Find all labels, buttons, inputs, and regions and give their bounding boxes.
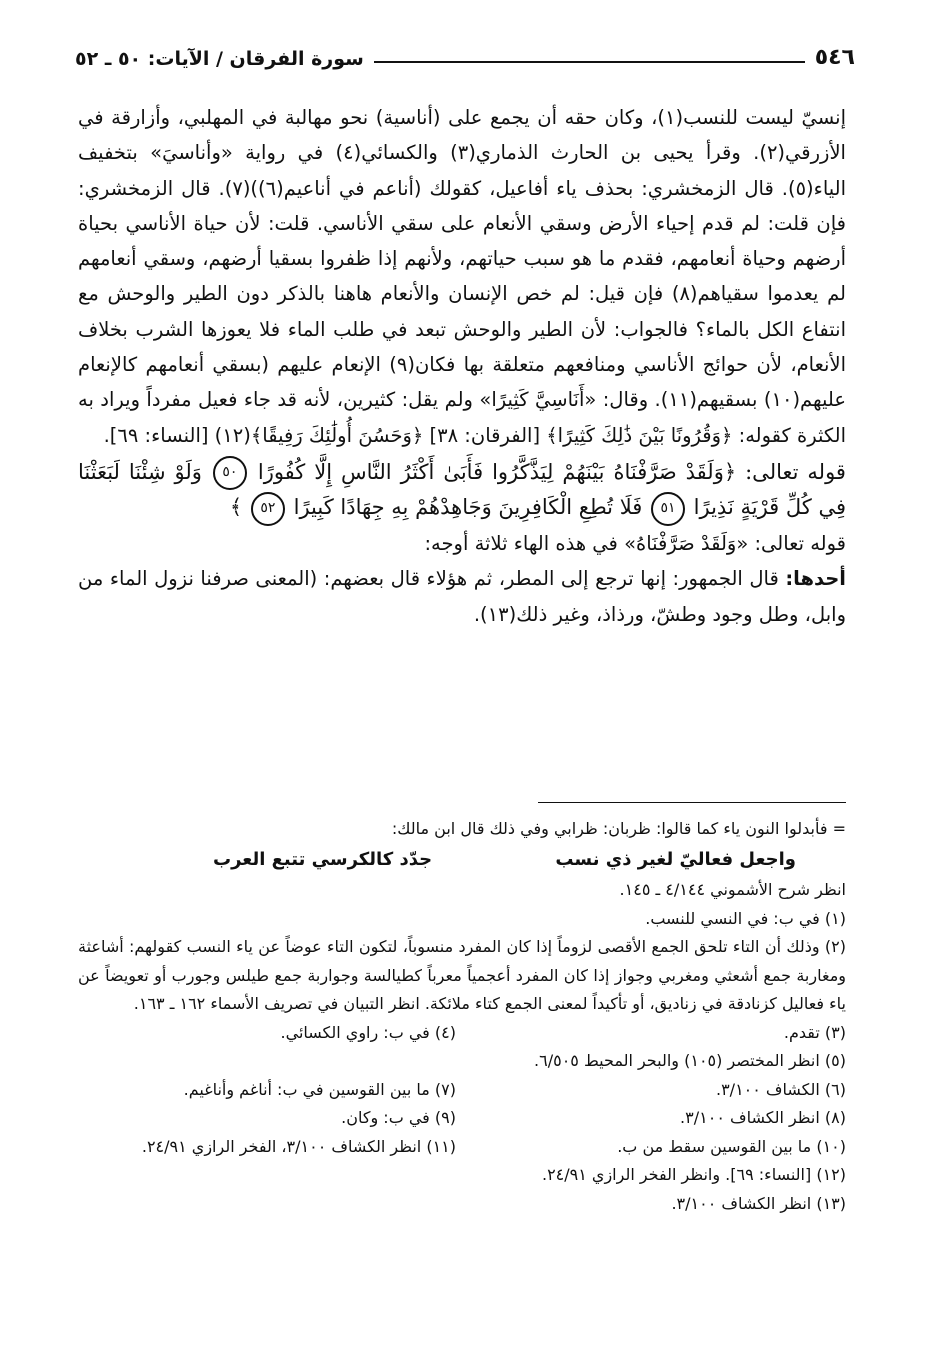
footnote-5: (٥) انظر المختصر (١٠٥) والبحر المحيط ٦/٥٠٥.	[534, 1051, 846, 1070]
footnote-7: (٧) ما بين القوسين في ب: أناغم وأناغيم.	[183, 1079, 456, 1099]
footnote-2: (٢) وذلك أن التاء تلحق الجمع الأقصى لزوماً إذا كان المفرد منسوباً، لتكون التاء عوضاً عن ياء النسب كقولهم: أشاعثة ومغاربة جمع أشعثي ومغربي وجواز إذا كان المفرد أعجمياً معرباً كطيالسة وجواربة جمع طيلس وجورب أو تعويضاً عن ياء فعاليل كزنادقة في زناديق، أو تأكيداً لمعنى الجمع كتاء ملائكة. انظر التبيان في تصريف الأسماء ١٦٢ ـ ١٦٣.	[78, 937, 846, 1013]
footnote-9: (٩) في ب: وكان.	[341, 1108, 456, 1127]
footnote-row-3-4	[78, 1019, 846, 1048]
quran-close-bracket: ﴾	[229, 495, 243, 520]
quran-passage	[78, 455, 846, 526]
footnote-1: (١) في ب: في النسي للنسب.	[645, 908, 846, 928]
footnote-row-6-7	[78, 1076, 846, 1105]
footnote-3: (٣) تقدم.	[783, 1022, 846, 1042]
quran-verse-52: فَلَا تُطِعِ الْكَافِرِينَ وَجَاهِدْهُمْ بِهِ جِهَادًا كَبِيرًا	[293, 495, 643, 520]
header-title: سورة الفرقان / الآيات: ٥٠ ـ ٥٢	[75, 48, 364, 70]
footnote-11: (١١) انظر الكشاف ٣/١٠٠، الفخر الرازي ٢٤/٩١.	[141, 1136, 456, 1156]
page-number: ٥٤٦	[814, 45, 855, 70]
footnote-13: (١٣) انظر الكشاف ٣/١٠٠.	[671, 1193, 846, 1213]
footnote-separator	[538, 802, 846, 803]
quran-verse-51: وَلَوْ شِئْنَا لَبَعَثْنَا فِي كُلِّ قَرْيَةٍ نَذِيرًا	[78, 459, 846, 520]
quran-intro: قوله تعالى:	[745, 459, 846, 484]
footnote-6: (٦) الكشاف ٣/١٠٠.	[715, 1079, 846, 1099]
verse-second-hemistich: جدّد كالكرسي تتبع العرب	[213, 848, 433, 870]
verse-source: انظر شرح الأشموني ٤/١٤٤ ـ ١٤٥.	[619, 880, 846, 899]
paragraph-4	[78, 561, 846, 632]
poetry-verse	[78, 846, 846, 875]
quran-verse-50: ﴿وَلَقَدْ صَرَّفْنَاهُ بَيْنَهُمْ لِيَذَّكَّرُوا فَأَبَىٰ أَكْثَرُ النَّاسِ إِلَّا كُفُورًا	[257, 459, 737, 484]
footnote-10: (١٠) ما بين القوسين سقط من ب.	[617, 1136, 846, 1156]
ayah-marker-51: ٥١	[651, 492, 685, 526]
footnote-row-8-9	[78, 1104, 846, 1133]
running-header	[75, 34, 855, 70]
ayah-marker-50: ٥٠	[213, 456, 247, 490]
footnote-8: (٨) انظر الكشاف ٣/١٠٠.	[680, 1108, 846, 1127]
verse-first-hemistich: واجعل فعاليّ لغير ذي نسب	[555, 848, 796, 870]
footnote-4: (٤) في ب: راوي الكسائي.	[280, 1022, 456, 1042]
footnote-continuation: = فأبدلوا النون ياء كما قالوا: ظربان: ظرابي وفي ذلك قال ابن مالك:	[391, 819, 846, 838]
paragraph-4-label: أحدها:	[785, 567, 846, 591]
footnote-12: (١٢) [النساء: ٦٩]. وانظر الفخر الرازي ٢٤/٩١.	[541, 1165, 846, 1184]
ayah-marker-52: ٥٢	[251, 492, 285, 526]
header-rule	[374, 61, 805, 63]
paragraph-3: قوله تعالى: «وَلَقَدْ صَرَّفْنَاهُ» في هذه الهاء ثلاثة أوجه:	[424, 531, 846, 555]
footnotes	[78, 815, 846, 1218]
paragraph-1: إنسيّ ليست للنسب(١)، وكان حقه أن يجمع على (أناسية) نحو مهالبة في المهلبي، وأزارقة في الأزرقي(٢). وقرأ يحيى بن الحارث الذماري(٣) والكسائي(٤) في رواية «وأناسيَ» بتخفيف الياء(٥). قال الزمخشري: بحذف ياء أفاعيل، كقولك (أناعم في أناعيم(٦))(٧). قال الزمخشري: فإن قلت: لم قدم إحياء الأرض وسقي الأنعام على سقي الأناسي. قلت: لأن حياة الأناسي بحياة أرضهم وحياة أنعامهم، فقدم ما هو سبب حياتهم، ولأنهم إذا ظفروا بسقيا أرضهم، وسقي أنعامهم لم يعدموا سقياهم(٨) فإن قيل: لم خص الإنسان والأنعام هاهنا بالذكر دون الطير والوحش مع انتفاع الكل بالماء؟ فالجواب: لأن الطير والوحش تبعد في طلب الماء فلا يعوزها الشرب بخلاف الأنعام، لأن حوائج الأناسي ومنافعهم متعلقة بها فكان(٩) الإنعام عليهم (بسقي أنعامهم كالإنعام عليهم(١٠) بسقيهم(١١). وقال: «أَنَاسِيَّ كَثِيرًا» ولم يقل: كثيرين، لأنه قد جاء فعيل مفرداً ويراد به الكثرة كقوله: ﴿وَقُرُونًا بَيْنَ ذَٰلِكَ كَثِيرًا﴾ [الفرقان: ٣٨] ﴿وَحَسُنَ أُولَٰئِكَ رَفِيقًا﴾(١٢) [النساء: ٦٩].	[78, 106, 847, 447]
paragraph-4-text: قال الجمهور: إنها ترجع إلى المطر، ثم هؤلاء قال بعضهم: (المعنى صرفنا نزول الماء من وابل، وطل وجود وطشّ، ورذاذ، وغير ذلك(١٣).	[78, 567, 846, 626]
main-text	[78, 100, 846, 632]
footnote-row-10-11	[78, 1133, 846, 1162]
